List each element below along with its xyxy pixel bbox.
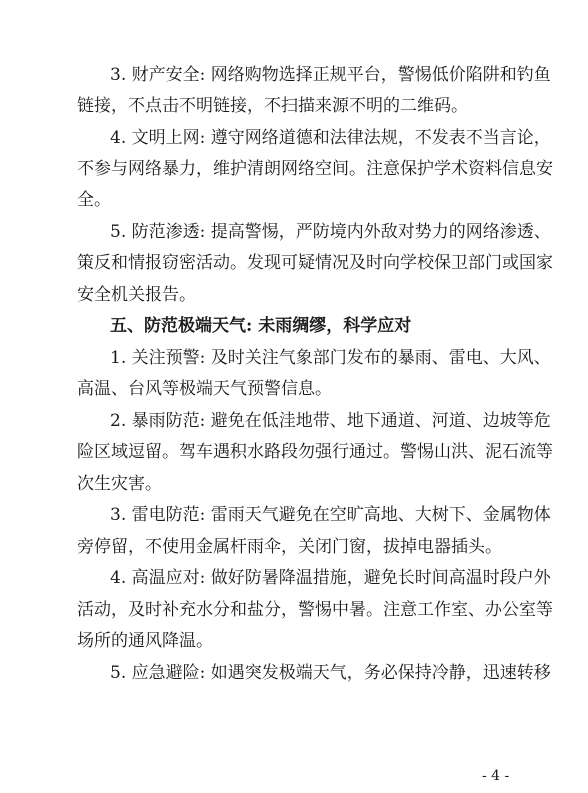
text-line-16: 旁停留，不使用金属杆雨伞，关闭门窗，拔掉电器插头。 xyxy=(77,537,502,557)
text-line-11: 高温、台风等极端天气预警信息。 xyxy=(77,379,332,399)
text-line-14: 次生灾害。 xyxy=(77,474,162,494)
section-heading: 五、防范极端天气: 未雨绸缪，科学应对 xyxy=(110,316,412,336)
text-line-12: 2. 暴雨防范: 避免在低洼地带、地下通道、河道、边坡等危 xyxy=(110,411,551,431)
text-line-8: 安全机关报告。 xyxy=(77,285,196,305)
text-line-3: 4. 文明上网: 遵守网络道德和法律法规，不发表不当言论， xyxy=(110,128,551,148)
text-line-13: 险区域逗留。驾车遇积水路段勿强行通过。警惕山洪、泥石流等 xyxy=(77,442,553,462)
text-line-6: 5. 防范渗透: 提高警惕，严防境内外敌对势力的网络渗透、 xyxy=(110,222,551,242)
text-line-19: 场所的通风降温。 xyxy=(77,631,213,651)
page-number: - 4 - xyxy=(482,768,510,784)
text-line-4: 不参与网络暴力，维护清朗网络空间。注意保护学术资料信息安 xyxy=(77,159,553,179)
text-line-10: 1. 关注预警: 及时关注气象部门发布的暴雨、雷电、大风、 xyxy=(110,348,551,368)
text-line-7: 策反和情报窃密活动。发现可疑情况及时向学校保卫部门或国家 xyxy=(77,253,553,273)
text-line-15: 3. 雷电防范: 雷雨天气避免在空旷高地、大树下、金属物体 xyxy=(110,505,551,525)
text-line-20: 5. 应急避险: 如遇突发极端天气，务必保持冷静，迅速转移 xyxy=(110,663,551,683)
text-line-18: 活动，及时补充水分和盐分，警惕中暑。注意工作室、办公室等 xyxy=(77,600,553,620)
text-line-5: 全。 xyxy=(77,190,111,210)
text-line-17: 4. 高温应对: 做好防暑降温措施，避免长时间高温时段户外 xyxy=(110,568,551,588)
text-line-1: 3. 财产安全: 网络购物选择正规平台，警惕低价陷阱和钓鱼 xyxy=(110,65,551,85)
text-line-2: 链接，不点击不明链接，不扫描来源不明的二维码。 xyxy=(77,96,468,116)
